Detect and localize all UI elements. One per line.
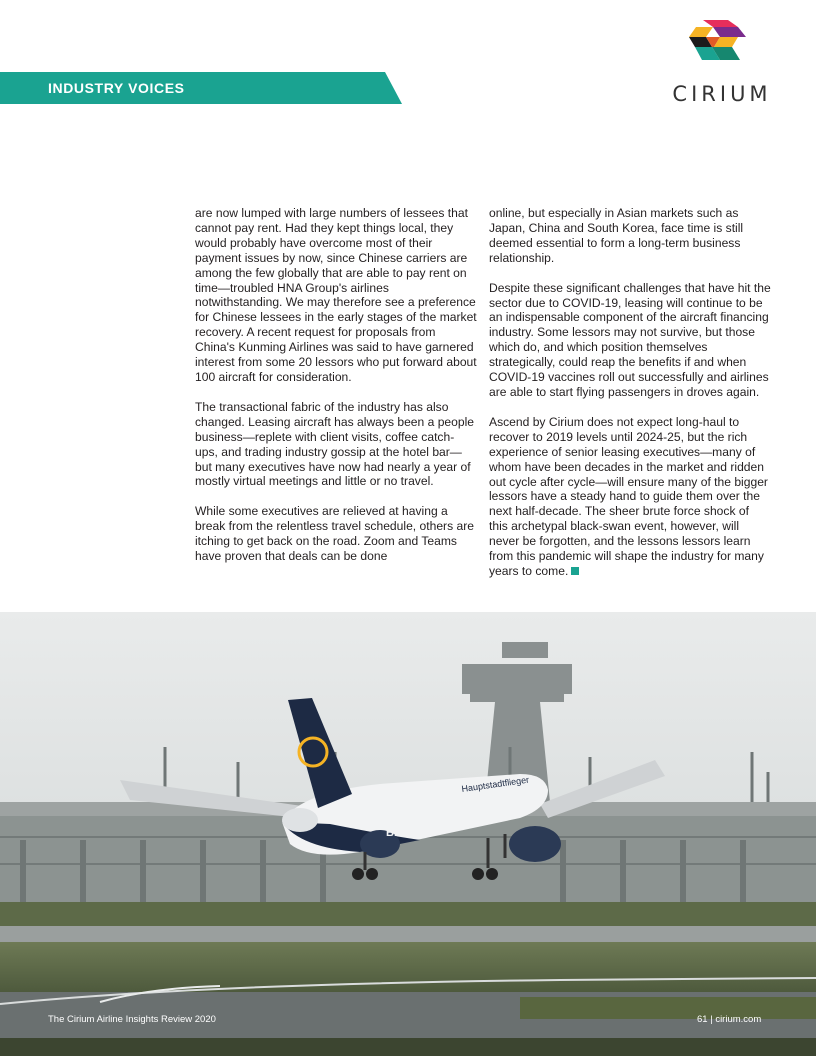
paragraph: While some executives are relieved at having a break from the relentless travel schedule, others are itching to get back on the road. Zoom and Teams have proven that deals can be done [195,504,474,564]
footer-page-number: 61 | cirium.com [697,1014,762,1025]
article-column-left [195,206,477,579]
paragraph: Despite these significant challenges that have hit the sector due to COVID-19, leasing will continue to be an indispensable component of the aircraft financing industry. Some lessors may not survive, but those which do, and which position themselves strategically, could reap the benefits if and when COVID-19 vaccines roll out successfully and airlines are able to start flying passengers in droves again. [489,280,771,399]
airport-landing-photo [0,612,816,1056]
article-column-right [489,206,771,594]
closing-paragraph [489,415,771,579]
paragraph: are now lumped with large numbers of lessees that cannot pay rent. Had they kept things local, they would probably have overcome most of their payment issues by now, since Chinese carriers are among the few globally that are able to pay rent on time—troubled HNA Group's airlines notwithstanding. We may therefore see a preference for Chinese lessees in the early stages of the market recovery. A recent request for proposals from China's Kunming Airlines was said to have garnered interest from some 20 lessors who put forward about 100 aircraft for consideration. [195,206,477,384]
livery-text: Hauptstadtflieger [460,774,530,794]
paragraph: online, but especially in Asian markets such as Japan, China and South Korea, face time is still deemed essential to form a long-term business relationship. [489,206,744,265]
logo-wordmark: CIRIUM [672,82,772,106]
paragraph: The transactional fabric of the industry has also changed. Leasing aircraft has always been a people business—replete with client visits, coffee catch-ups, and trading industry gossip at the hotel bar—but many executives have now had nearly a year of mostly virtual meetings and little or no travel. [195,399,475,489]
section-label: INDUSTRY VOICES [48,80,185,96]
end-of-article-mark [571,567,579,575]
tail-registration-text: BER [386,827,410,839]
footer-publication: The Cirium Airline Insights Review 2020 [48,1014,216,1025]
paragraph-text: Ascend by Cirium does not expect long-haul to recover to 2019 levels until 2024-25, but the rich experience of senior leasing executives—many of whom have been decades in the market and ridden out cycle after cycle—will ensure many of the bigger lessors have a steady hand to guide them over the next half-decade. The sheer brute force shock of this archetypal black-swan event, however, will never be forgotten, and the lessons lessors learn from this pandemic will shape the industry for many years to come. [489,414,768,578]
